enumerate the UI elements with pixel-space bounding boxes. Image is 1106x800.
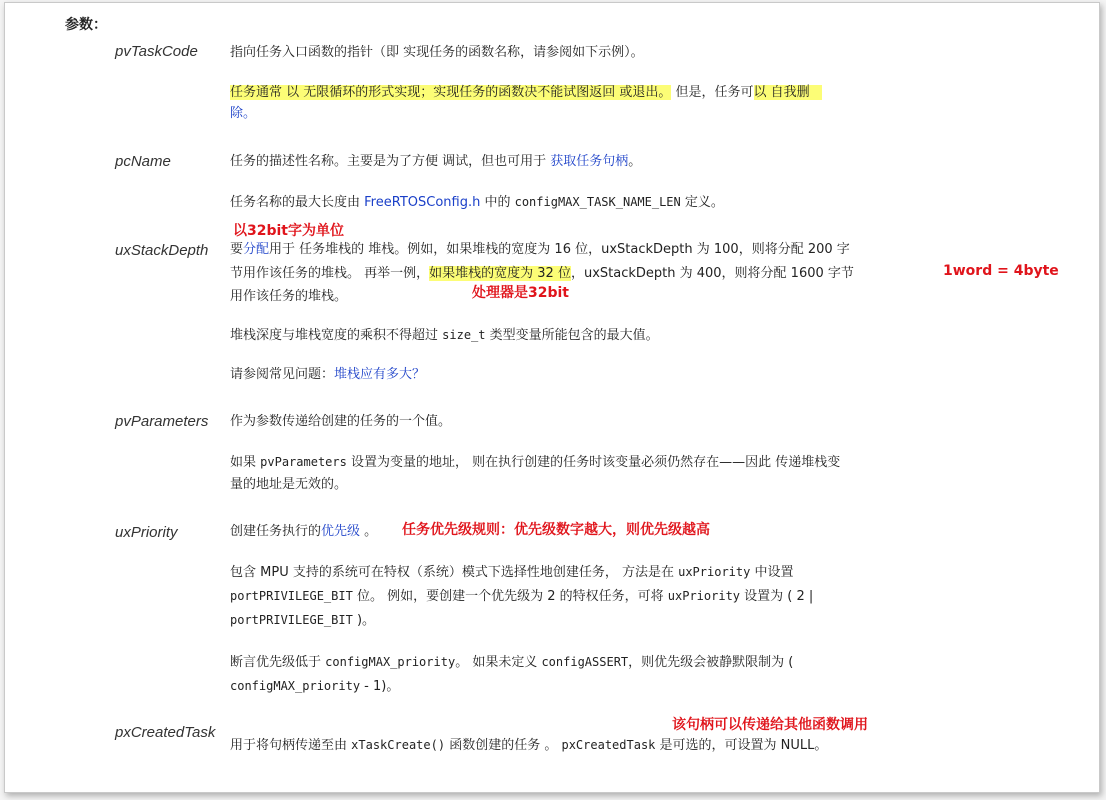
mpu-text-e: )。 — [352, 613, 376, 628]
uxpriority-code: uxPriority — [678, 565, 751, 579]
pvparameters-note-line2: 量的地址是无效的。 — [230, 477, 348, 492]
document-frame — [4, 2, 1100, 793]
pvtaskcode-description — [230, 42, 644, 63]
configassert-code: configASSERT — [541, 655, 629, 669]
createdtask-text-b: 函数创建的任务 。 — [445, 738, 562, 753]
config-max-priority-code-2: configMAX_priority — [230, 679, 361, 693]
annotation-priority-rule: 任务优先级规则：优先级数字越大，则优先级越高 — [402, 522, 710, 538]
mpu-text-c: 位。 例如，要创建一个优先级为 2 的特权任务，可将 — [352, 589, 668, 604]
highlight-self-delete: 以 自我删 — [754, 85, 822, 100]
annotation-cpu: 处理器是32bit — [472, 285, 569, 301]
assert-text-d: - 1)。 — [360, 679, 400, 694]
param-name-pxcreatedtask: pxCreatedTask — [115, 724, 216, 741]
pvparameters-description: 作为参数传递给创建的任务的一个值。 — [230, 414, 452, 429]
mpu-text-d: 设置为 ( 2 | — [740, 589, 814, 604]
param-name-uxpriority: uxPriority — [115, 524, 178, 541]
pcname-description — [230, 151, 641, 172]
stackdepth-line2 — [230, 263, 854, 284]
faq-text: 请参阅常见问题： — [230, 367, 335, 382]
pxcreatedtask-description — [230, 735, 827, 756]
pvtaskcode-note-mid: 但是，任务可 — [671, 85, 754, 100]
stackdepth-limit-end: 类型变量所能包含的最大值。 — [485, 328, 659, 343]
pvparameters-code: pvParameters — [260, 455, 347, 469]
mpu-text-b: 中设置 — [750, 565, 794, 580]
stackdepth-faq — [230, 364, 425, 385]
uxpriority-code-2: uxPriority — [667, 589, 741, 603]
priority-text: 创建任务执行的 — [230, 524, 322, 539]
size-t-code: size_t — [442, 328, 486, 342]
pcname-text-end: 。 — [628, 154, 642, 169]
pvtaskcode-note — [230, 82, 822, 103]
annotation-handle: 该句柄可以传递给其他函数调用 — [672, 717, 868, 733]
createdtask-text-c: 是可选的，可设置为 NULL。 — [655, 738, 828, 753]
param-name-pvparameters: pvParameters — [115, 413, 209, 430]
allocate-link[interactable]: 分配 — [243, 242, 270, 257]
stackdepth-text-c: 节用作该任务的堆栈。 再举一例， — [230, 266, 430, 281]
config-max-task-name-len: configMAX_TASK_NAME_LEN — [514, 195, 681, 209]
stackdepth-text-b: 用于 任务堆栈的 堆栈。例如，如果堆栈的宽度为 16 位，uxStackDepth 为 100，则将分配 200 字 — [269, 242, 850, 257]
createdtask-text-a: 用于将句柄传递至由 — [230, 738, 352, 753]
pvparameters-note-a: 如果 — [230, 455, 261, 470]
annotation-stack-unit: 以32bit字为单位 — [233, 223, 344, 239]
section-heading: 参数： — [65, 17, 107, 33]
maxlen-text: 任务名称的最大长度由 — [230, 195, 365, 210]
priority-text-end: 。 — [360, 524, 378, 539]
maxlen-text-mid: 中的 — [480, 195, 515, 210]
stackdepth-limit-text: 堆栈深度与堆栈宽度的乘积不得超过 — [230, 328, 443, 343]
pvtaskcode-text: 指向任务入口函数的指针（即 实现任务的函数名称，请参阅如下示例）。 — [230, 45, 644, 60]
stackdepth-limit — [230, 325, 659, 346]
mpu-text-a: 包含 MPU 支持的系统可在特权（系统）模式下选择性地创建任务， 方法是在 — [230, 565, 679, 580]
xtaskcreate-code: xTaskCreate() — [351, 738, 446, 752]
pvparameters-note-line1 — [230, 452, 840, 473]
pcname-maxlen — [230, 192, 724, 213]
pcname-text: 任务的描述性名称。主要是为了方便 调试，但也可用于 — [230, 154, 551, 169]
assert-text-c: ，则优先级会被静默限制为 ( — [628, 655, 794, 670]
uxpriority-description — [230, 521, 377, 542]
config-max-priority-code: configMAX_priority — [325, 655, 456, 669]
uxpriority-mpu-line2 — [230, 586, 813, 607]
pvtaskcode-note-line2 — [230, 103, 256, 124]
portprivilege-bit-code-2: portPRIVILEGE_BIT — [230, 613, 353, 627]
portprivilege-bit-code: portPRIVILEGE_BIT — [230, 589, 353, 603]
pvparameters-note-b: 设置为变量的地址， 则在执行创建的任务时该变量必须仍然存在——因此 传递堆栈变 — [346, 455, 841, 470]
param-name-pvtaskcode: pvTaskCode — [115, 43, 198, 60]
assert-text-b: 。 如果未定义 — [455, 655, 542, 670]
stackdepth-line3: 用作该任务的堆栈。 — [230, 289, 348, 304]
annotation-word-size: 1word = 4byte — [943, 263, 1059, 279]
freertosconfig-link[interactable]: FreeRTOSConfig.h — [364, 195, 481, 210]
stackdepth-line1 — [230, 239, 850, 260]
get-task-handle-link[interactable]: 获取任务句柄 — [550, 154, 629, 169]
maxlen-text-end: 定义。 — [680, 195, 724, 210]
uxpriority-mpu-line1 — [230, 562, 794, 583]
param-name-uxstackdepth: uxStackDepth — [115, 242, 209, 259]
stack-size-faq-link[interactable]: 堆栈应有多大？ — [334, 367, 426, 382]
priority-link[interactable]: 优先级 — [321, 524, 361, 539]
stackdepth-text-d: ，uxStackDepth 为 400，则将分配 1600 字节 — [570, 266, 854, 281]
pxcreatedtask-code: pxCreatedTask — [561, 738, 656, 752]
param-name-pcname: pcName — [115, 153, 171, 170]
assert-text-a: 断言优先级低于 — [230, 655, 326, 670]
highlight-32bit-width: 如果堆栈的宽度为 32 位 — [429, 266, 571, 281]
uxpriority-mpu-line3 — [230, 610, 375, 631]
uxpriority-assert-line1 — [230, 652, 793, 673]
stackdepth-text-a: 要 — [230, 242, 244, 257]
self-delete-link[interactable]: 除。 — [230, 106, 257, 121]
highlight-infinite-loop: 任务通常 以 无限循环的形式实现；实现任务的函数决不能试图返回 或退出。 — [230, 85, 672, 100]
uxpriority-assert-line2 — [230, 676, 399, 697]
